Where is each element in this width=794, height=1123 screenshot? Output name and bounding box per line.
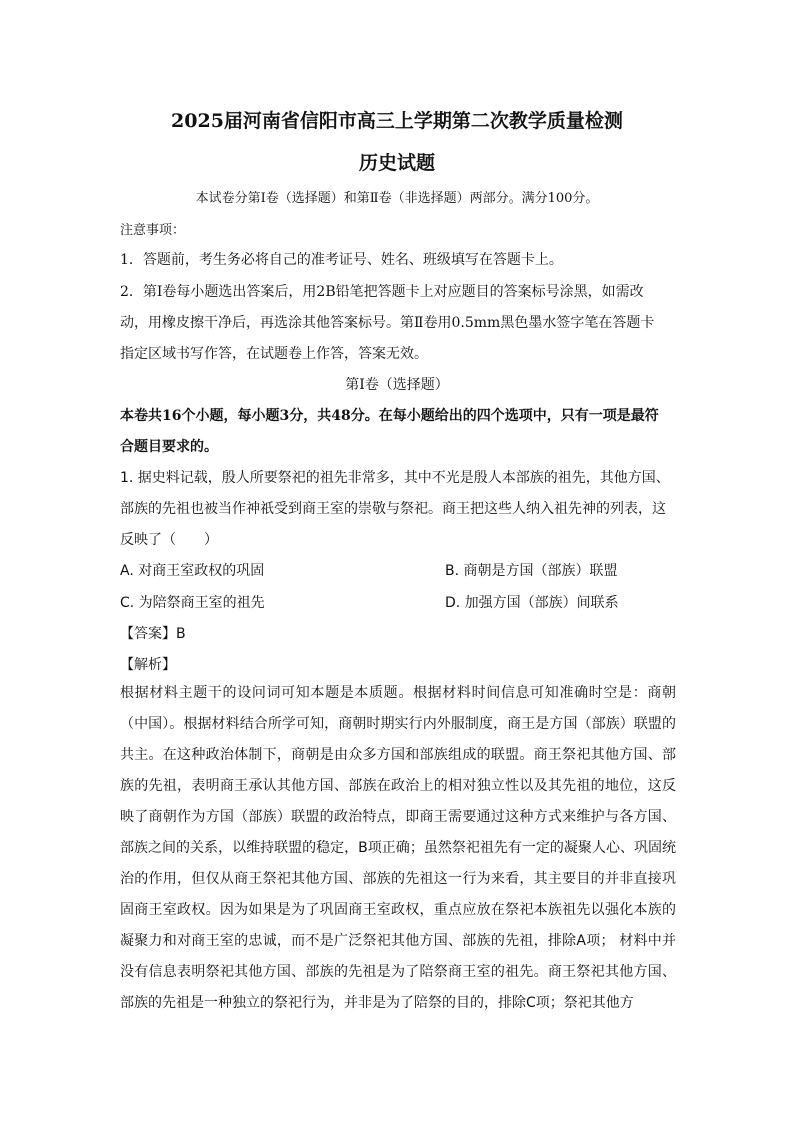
subject-title: 历史试题 [358, 152, 435, 174]
exam-main-title: 2025届河南省信阳市高三上学期第二次教学质量检测 [171, 110, 623, 132]
option-b: B. 商朝是方国（部族）联盟 [445, 563, 618, 579]
notes-item-1: 1．答题前，考生务必将自己的准考证号、姓名、班级填写在答题卡上。 [120, 252, 563, 268]
question-1-stem-line-2: 部族的先祖也被当作神祇受到商王室的崇敬与祭祀。商王把这些人纳入祖先神的列表，这 [120, 501, 666, 517]
answer-label: 【答案】B [120, 626, 186, 642]
question-1-stem-line-3: 反映了（ ） [120, 532, 218, 548]
notes-heading: 注意事项： [120, 223, 186, 238]
section-1-desc-line-1: 本卷共16个小题，每小题3分，共48分。在每小题给出的四个选项中，只有一项是最符 [120, 408, 659, 424]
notes-item-2-line-1: 2．第Ⅰ卷每小题选出答案后，用2B铅笔把答题卡上对应题目的答案标号涂黑，如需改 [120, 284, 644, 300]
option-d: D. 加强方国（部族）间联系 [445, 595, 619, 611]
notes-item-2-line-3: 指定区域书写作答，在试题卷上作答，答案无效。 [120, 346, 428, 362]
analysis-text: 根据材料主题干的设问词可知本题是本质题。根据材料时间信息可知准确时空是：商朝（中国）。根据材料结合所学可知，商朝时期实行内外服制度，商王是方国（部族）联盟的共主。在这种政治体制下，商朝是由众多方国和部族组成的联盟。商王祭祀其他方国、部族的先祖，表明商王承认其他方国、部族在政治上的相对独立性以及其先祖的地位，这反映了商朝作为方国（部族）联盟的政治特点，即商王需要通过这种方式来维护与各方国、部族之间的关系，以维持联盟的稳定，B项正确；虽然祭祀祖先有一定的凝聚人心、巩固统治的作用，但仅从商王祭祀其他方国、部族的先祖这一行为来看，其主要目的并非直接巩固商王室政权。因为如果是为了巩固商王室政权，重点应放在祭祀本族祖先以强化本族的凝聚力和对商王室的忠诚，而不是广泛祭祀其他方国、部族的先祖，排除A项； 材料中并没有信息表明祭祀其他方国、部族的先祖是为了陪祭商王室的祖先。商王祭祀其他方国、部族的先祖是一种独立的祭祀行为，并非是为了陪祭的目的，排除C项；祭祀其他方 [120, 685, 676, 1011]
notes-item-2-line-2: 动，用橡皮擦干净后，再选涂其他答案标号。第Ⅱ卷用0.5mm黑色墨水签字笔在答题卡 [120, 315, 655, 331]
analysis-label: 【解析】 [120, 657, 176, 673]
exam-intro: 本试卷分第Ⅰ卷（选择题）和第Ⅱ卷（非选择题）两部分。满分100分。 [195, 191, 599, 206]
option-a: A. 对商王室政权的巩固 [120, 563, 265, 579]
option-c: C. 为陪祭商王室的祖先 [120, 595, 265, 611]
question-1-stem-line-1: 1. 据史料记载，殷人所要祭祀的祖先非常多，其中不光是殷人本部族的祖先，其他方国、 [120, 470, 670, 486]
section-1-desc-line-2: 合题目要求的。 [120, 439, 218, 455]
section-1-heading: 第Ⅰ卷（选择题） [345, 377, 449, 393]
